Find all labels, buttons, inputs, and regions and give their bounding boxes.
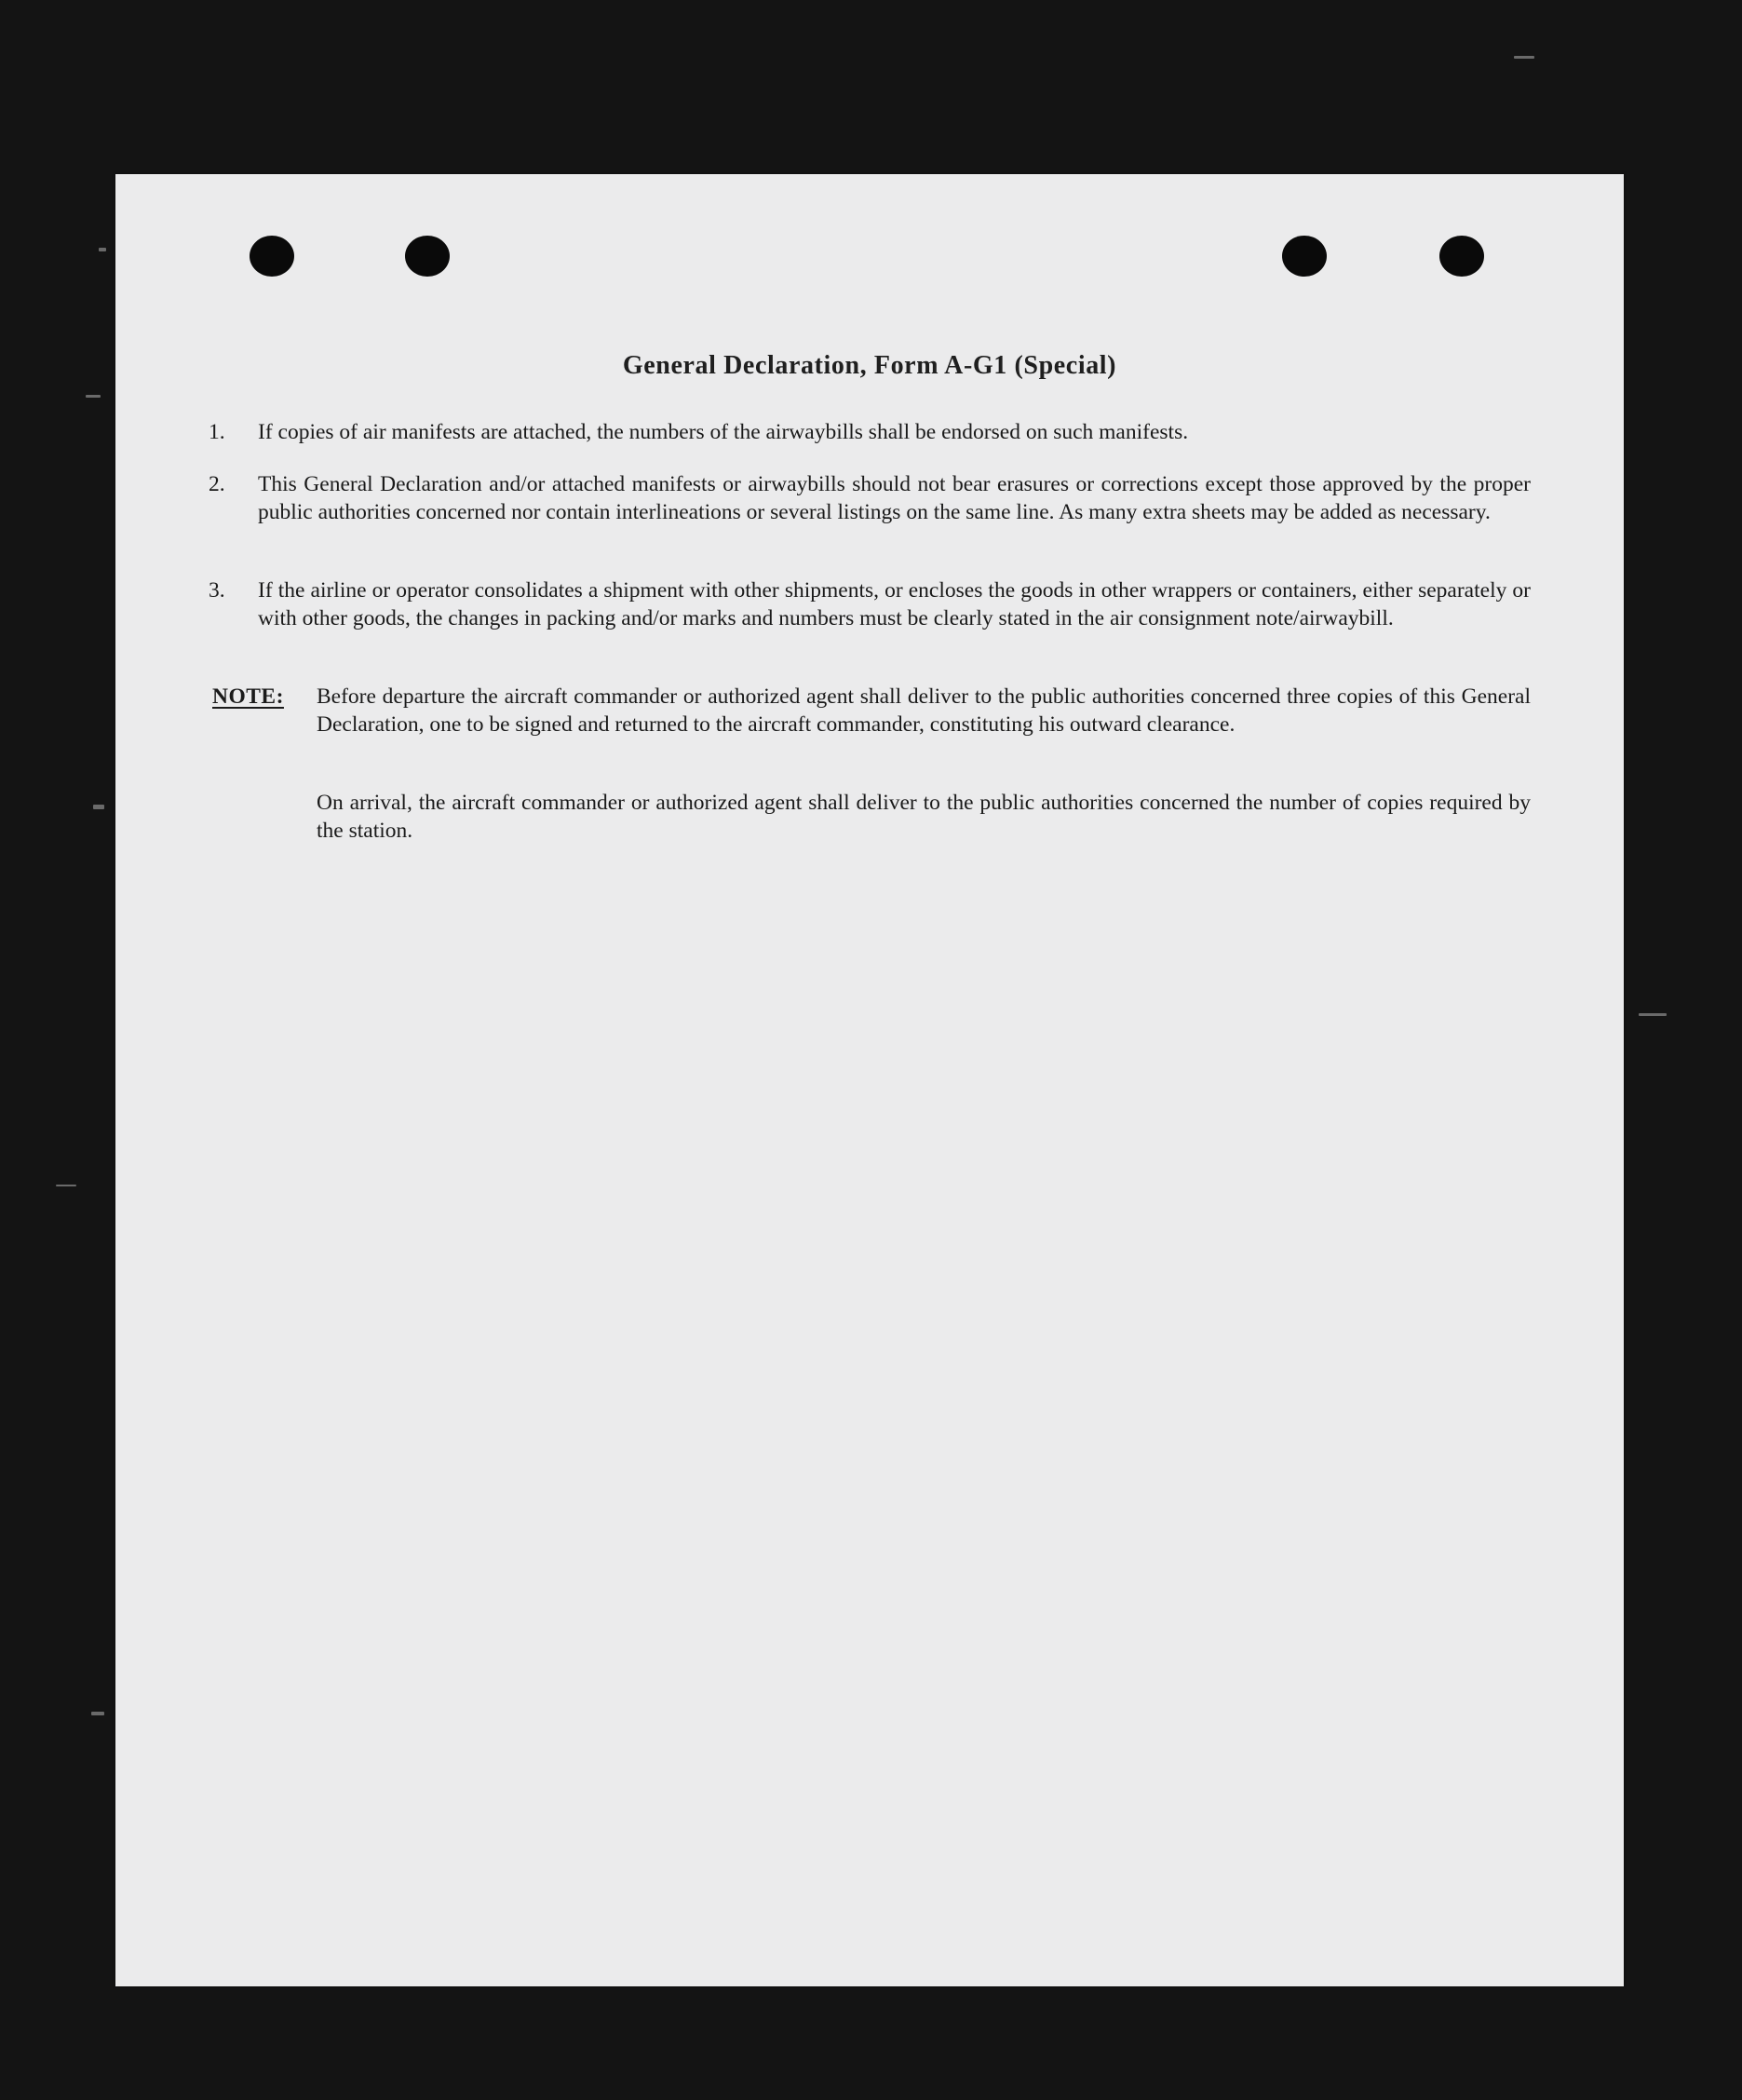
note-label: NOTE: bbox=[212, 684, 284, 709]
item-number: 3. bbox=[209, 578, 225, 603]
document-page bbox=[115, 174, 1624, 1986]
item-text: If copies of air manifests are attached, the numbers of the airwaybills shall be endorsed on such manifests. bbox=[258, 420, 1189, 444]
list-item bbox=[209, 470, 1531, 526]
item-number: 1. bbox=[209, 420, 225, 444]
note-paragraph: On arrival, the aircraft commander or authorized agent shall deliver to the public authorities concerned the number of copies required by the station. bbox=[317, 791, 1531, 843]
item-number: 2. bbox=[209, 472, 225, 496]
scan-speck bbox=[86, 395, 101, 398]
scan-speck bbox=[93, 805, 104, 809]
document-title: General Declaration, Form A-G1 (Special) bbox=[622, 351, 1117, 380]
scan-speck bbox=[1639, 1013, 1667, 1016]
scan-speck bbox=[56, 1185, 76, 1186]
punch-hole-icon bbox=[1439, 236, 1484, 277]
item-text: This General Declaration and/or attached manifests or airwaybills should not bear erasures or corrections except those approved by the proper public authorities concerned nor contain interlineations or several listings on the same line. As many extra sheets may be added as necessary. bbox=[258, 472, 1531, 524]
punch-hole-icon bbox=[250, 236, 294, 277]
scan-speck bbox=[99, 248, 106, 251]
note-section bbox=[212, 683, 1531, 738]
list-item bbox=[209, 418, 1531, 446]
note-paragraph: Before departure the aircraft commander or authorized agent shall deliver to the public authorities concerned three copies of this General Declaration, one to be signed and returned to the aircraft commander, constituting his outward clearance. bbox=[317, 684, 1531, 737]
punch-hole-icon bbox=[1282, 236, 1327, 277]
scan-speck bbox=[1514, 56, 1534, 59]
item-text: If the airline or operator consolidates a shipment with other shipments, or encloses the goods in other wrappers or containers, either separately or with other goods, the changes in packing and/or marks and numbers must be clearly stated in the air consignment note/airwaybill. bbox=[258, 578, 1531, 630]
scan-speck bbox=[91, 1712, 104, 1715]
punch-hole-icon bbox=[405, 236, 450, 277]
list-item bbox=[209, 576, 1531, 632]
